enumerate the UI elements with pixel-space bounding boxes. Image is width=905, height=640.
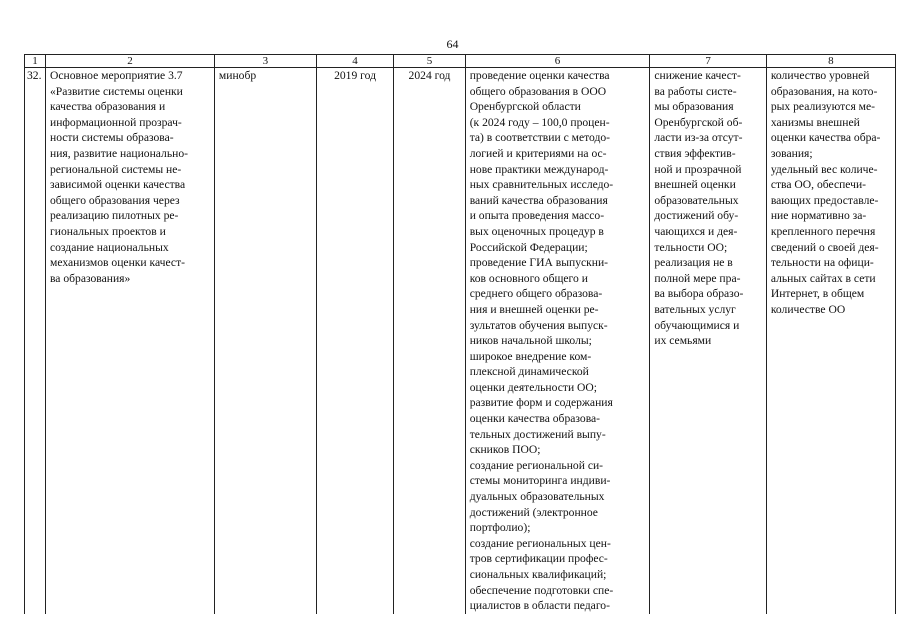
column-number-2: 2 [45,55,214,68]
table-row [25,68,896,614]
executor-cell: минобр [214,68,316,614]
page-number: 64 [446,37,459,51]
column-number-5: 5 [394,55,465,68]
indicators-cell: количество уровней образования, на кото- рых реализуются ме- ханизмы внешней оценки качества обра- зования; удельный вес количе- ства ОО, обеспечи- вающих предоставле- ние нормативно за- крепленного перечня сведений о своей дея- тельности на офици- альных сайтах в сети Интернет, в общем количестве ОО [766,68,895,614]
column-number-7: 7 [650,55,766,68]
column-number-8: 8 [766,55,895,68]
program-table [24,54,896,614]
measure-name-cell: Основное мероприятие 3.7 «Развитие системы оценки качества образования и информационной прозрач- ности системы образова- ния, развитие национально- региональной системы не- зависимой оценки качества общего образования через реализацию пилотных ре- гиональных проектов и создание национальных механизмов оценки качест- ва образования» [45,68,214,614]
column-number-1: 1 [25,55,46,68]
column-number-header-row [25,55,896,68]
row-number: 32. [25,68,46,614]
consequences-cell: снижение качест- ва работы систе- мы образования Оренбургской об- ласти из-за отсут- ствия эффектив- ной и прозрачной внешней оценки образовательных достижений обу- чающихся и дея- тельности ОО; реализация не в полной мере пра- ва выбора образо- вательных услуг обучающимися и их семьями [650,68,766,614]
column-number-4: 4 [316,55,394,68]
start-year-cell: 2019 год [316,68,394,614]
column-number-3: 3 [214,55,316,68]
column-number-6: 6 [465,55,650,68]
end-year-cell: 2024 год [394,68,465,614]
expected-result-cell: проведение оценки качества общего образования в ООО Оренбургской области (к 2024 году – 100,0 процен- та) в соответствии с методо- логией и критериями на ос- нове практики международ- ных сравнительных исследо- ваний качества образования и опыта проведения массо- вых оценочных процедур в Российской Федерации; проведение ГИА выпускни- ков основного общего и среднего общего образова- ния и внешней оценки ре- зультатов обучения выпуск- ников начальной школы; широкое внедрение ком- плексной динамической оценки деятельности ОО; развитие форм и содержания оценки качества образова- тельных достижений выпу- скников ПОО; создание региональной си- стемы мониторинга индиви- дуальных образовательных достижений (электронное портфолио); создание региональных цен- тров сертификации профес- сиональных квалификаций; обеспечение подготовки спе- циалистов в области педаго- [465,68,650,614]
